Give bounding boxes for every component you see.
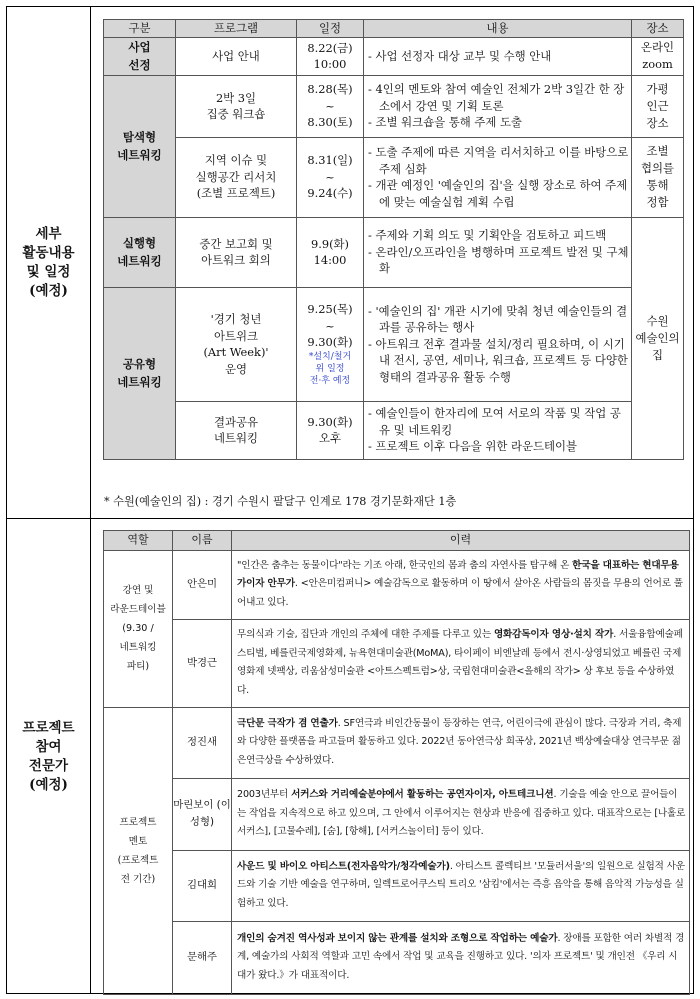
person-bio [232,921,690,994]
cell-line: - 사업 선정자 대상 교부 및 수행 안내 [368,48,552,63]
table-row [104,850,690,921]
section-experts [7,519,693,994]
place-cell [632,217,684,459]
cell-line: ~ [325,98,335,113]
cell-line: 9.30(화) [307,414,353,429]
cell-line: 네트워킹 [119,642,157,654]
cell-line: 아트워크 회의 [201,253,271,267]
label-line: 및 일정 [26,263,71,280]
cell-line: 네트워킹 [117,254,162,268]
schedule-note: 위 일정 [315,363,345,374]
person-name: 박경근 [173,619,232,707]
schedule-cell [297,137,364,217]
person-bio [232,550,690,619]
cell-line: 수원 [646,313,669,328]
program-cell [176,137,297,217]
cell-line: 선정 [128,58,151,72]
header-category: 구분 [104,20,176,38]
cell-line: 강연 및 [122,585,154,597]
table-row [104,217,684,287]
cell-line: 전 기간) [120,873,156,885]
cell-line: - 프로젝트 이후 다음을 위한 라운드테이블 [368,439,578,454]
role-cell [104,707,173,994]
bio-highlight: 한국을 대표하는 현대무용가이자 안무가 [237,559,679,590]
bio-text: . 기술을 예술 안으로 끌어들이는 작업을 지속적으로 하고 있으며, 그 안에서 이루어지는 현상과 반응에 집중하고 있다. 대표작으로는 [나홀로 서커스], [고물수레], [숨], [항해], [서커스놀이터] 등이 있다. [237,789,686,838]
cell-line: 가평 [646,81,669,96]
header-bio: 이력 [232,531,690,551]
cell-line: 8.31(일) [307,153,353,168]
section-experts-label [7,519,91,994]
cell-line: 네트워킹 [117,375,162,389]
content-cell [364,37,632,75]
header-content: 내용 [364,20,632,38]
cell-line: 온라인 [640,40,674,54]
schedule-note: *설치/철거 [308,351,352,362]
cell-line: 장소 [646,115,669,130]
label-line: 프로젝트 [22,719,75,736]
role-cell [104,550,173,707]
label-line: (예정) [29,776,68,793]
cell-line: 운영 [224,361,247,376]
person-bio [232,778,690,850]
person-bio [232,707,690,778]
table-header-row [104,20,684,38]
cell-line: 예술인의 [635,330,680,345]
cell-line: - 온라인/오프라인을 병행하며 프로젝트 발전 및 구체화 [368,244,629,276]
cell-line: 9.24(수) [307,186,353,201]
cell-line: 9.30(화) [307,335,353,350]
cell-line: '경기 청년 [210,312,262,326]
cell-line: 지역 이슈 및 [204,153,268,168]
cell-line: 8.22(금) [307,40,353,55]
address-footnote: * 수원(예술인의 집) : 경기 수원시 팔달구 인계로 178 경기문화재단 1층 [104,495,457,508]
bio-highlight: 개인의 숨겨진 역사성과 보이지 않는 관계를 설치와 조형으로 작업하는 예술가 [237,932,558,944]
cell-line: 10:00 [313,57,347,71]
cell-line: 결과공유 [213,414,258,429]
cell-line: - 주제와 기획 의도 및 기획안을 검토하고 피드백 [368,228,607,243]
category-cell [104,75,176,217]
cell-line: 네트워킹 [213,431,258,445]
cell-line: 실행공간 리서치 [195,169,277,184]
person-bio [232,850,690,921]
program-cell [176,217,297,287]
person-name: 마린보이 (이성형) [173,778,232,850]
bio-highlight: 영화감독이자 영상·설치 작가 [493,628,614,640]
cell-line: - 4인의 멘토와 참여 예술인 전체가 2박 3일간 한 장소에서 강연 및 기획 토론 [368,82,625,113]
program-cell [176,37,297,75]
cell-line: 8.28(목) [307,82,353,97]
cell-line: (조별 프로젝트) [196,186,276,201]
person-name: 안은미 [173,550,232,619]
cell-line: 조별 [646,144,669,158]
bio-highlight: 서커스와 거리예술분야에서 활동하는 공연자이자, 아트테크니션 [291,789,554,801]
cell-line: 오후 [318,431,341,445]
content-cell [364,137,632,217]
cell-line: - 예술인들이 한자리에 모여 서로의 작품 및 작업 공유 및 네트워킹 [368,406,621,437]
table-row [104,550,690,619]
cell-line: 탐색형 [122,130,157,144]
person-name: 김대희 [173,850,232,921]
cell-line: 공유형 [122,357,157,371]
bio-text: . <안은미컴퍼니> 예술감독으로 활동하며 이 땅에서 살아온 사람들의 몸짓을 무용의 언어로 풀어내고 있다. [237,578,683,608]
cell-line: 네트워킹 [117,148,162,162]
bio-text: "인간은 춤추는 동물이다"라는 기조 아래, 한국인의 몸과 춤의 자연사를 탐구해 온 [237,559,573,571]
cell-line: 8.30(토) [307,115,353,130]
schedule-cell [297,287,364,401]
cell-line: 인근 [646,98,669,113]
cell-line: - '예술인의 집' 개관 시기에 맞춰 청년 예술인들의 결과를 공유하는 행사 [368,303,628,335]
cell-line: zoom [642,57,673,71]
table-row [104,778,690,850]
cell-line: 정함 [646,195,669,209]
label-line: 세부 [35,225,62,242]
table-row [104,137,684,217]
cell-line: 파티) [126,661,150,673]
cell-line: 중간 보고회 및 [199,236,273,251]
section-schedule-label [7,7,91,518]
bio-text: . 장애를 포함한 여러 차별적 경계, 예술가의 사회적 역할과 고민 속에서 작업 및 교육을 진행하고 있다. '의자 프로젝트' 및 개인전 《우리 시대가 왔다.》가 대표적이다. [237,932,685,981]
cell-line: 사업 안내 [212,48,260,63]
schedule-cell [297,37,364,75]
header-program: 프로그램 [176,20,297,38]
cell-line: 통해 [646,178,669,192]
cell-line: 멘토 [128,835,148,847]
category-cell [104,37,176,75]
cell-line: ~ [325,318,335,333]
person-name: 문해주 [173,921,232,994]
table-row [104,75,684,137]
label-line: (예정) [29,282,68,299]
bio-text: 무의식과 기술, 집단과 개인의 주체에 대한 주제를 다루고 있는 [237,628,494,640]
place-cell [632,75,684,137]
table-header-row [104,531,690,551]
cell-line: (Art Week)' [203,345,269,359]
cell-line: 2박 3일 [215,90,257,105]
cell-line: 14:00 [313,253,347,267]
schedule-cell [297,217,364,287]
program-cell [176,75,297,137]
cell-line: 사업 [128,40,151,54]
schedule-note: 전·후 예정 [309,375,351,386]
cell-line: - 아트워크 전후 결과물 설치/정리 필요하며, 이 시기 내 전시, 공연, 세미나, 워크숍, 프로젝트 등 다양한 형태의 결과공유 활동 수행 [368,336,628,384]
section-schedule [7,7,693,519]
program-cell [176,287,297,401]
cell-line: - 개관 예정인 '예술인의 집'을 실행 장소로 하여 주제에 맞는 예술실험 계획 수립 [368,178,628,209]
cell-line: 협의를 [640,161,674,175]
header-schedule: 일정 [297,20,364,38]
cell-line: 9.9(화) [310,236,349,251]
table-row [104,707,690,778]
cell-line: - 도출 주제에 따른 지역을 리서치하고 이를 바탕으로 주제 심화 [368,145,629,176]
header-role: 역할 [104,531,173,551]
header-name: 이름 [173,531,232,551]
bio-text: . SF연극과 비인간동물이 등장하는 연극, 어린이극에 관심이 많다. 극장과 거리, 축제와 다양한 플랫폼을 파고들며 활동하고 있다. 2022년 동아연극상 희곡상, 2021년 백상예술대상 연극부문 젊은연극상을 수상하였다. [237,717,682,766]
cell-line: (9.30 / [122,623,154,635]
table-row [104,921,690,994]
schedule-table [103,19,684,460]
bio-highlight: 극단문 극작가 겸 연출가 [237,717,338,729]
bio-text: 2003년부터 [237,789,292,801]
table-row [104,401,684,459]
content-cell [364,287,632,401]
schedule-cell [297,75,364,137]
table-row [104,37,684,75]
cell-line: 9.25(목) [307,302,353,317]
category-cell [104,287,176,459]
label-line: 활동내용 [22,244,75,261]
person-bio [232,619,690,707]
category-cell [104,217,176,287]
cell-line: - 조별 워크숍을 통해 주제 도출 [368,115,522,130]
bio-text: . 서울융합예술페스티벌, 베를린국제영화제, 뉴욕현대미술관(MoMA), 타이페이 비엔날레 등에서 전시·상영되었고 베를린 국제영화제 넷팩상, 리움삼성미술관 <아트스펙트럼>상, 국립현대미술관<올해의 작가> 상 후보 등을 수상하였다. [237,628,683,696]
cell-line: 라운드테이블 [110,604,166,616]
bio-highlight: 사운드 및 바이오 아티스트(전자음악가/청각예술가) [237,860,450,872]
cell-line: 아트위크 [213,328,258,343]
bio-text: . 아티스트 콜렉티브 '모듈러서울'의 일원으로 실험적 사운드와 기술 기반 예술을 연구하며, 일렉트로어쿠스틱 트리오 '삼킴'에서는 즉흥 음악을 통해 음악적 가능성을 실험하고 있다. [237,860,685,909]
cell-line: 집 [651,347,663,362]
place-cell [632,37,684,75]
content-cell [364,75,632,137]
content-cell [364,217,632,287]
cell-line: (프로젝트 [117,854,159,866]
table-row [104,287,684,401]
label-line: 참여 [35,738,62,755]
schedule-cell [297,401,364,459]
cell-line: 집중 워크숍 [206,107,266,121]
cell-line: 실행형 [122,236,157,250]
table-row [104,619,690,707]
content-cell [364,401,632,459]
person-name: 정진새 [173,707,232,778]
label-line: 전문가 [28,757,69,774]
program-cell [176,401,297,459]
experts-table [103,530,690,995]
cell-line: 프로젝트 [119,816,157,828]
cell-line: ~ [325,169,335,184]
document-frame [6,6,694,994]
place-cell [632,137,684,217]
header-place: 장소 [632,20,684,38]
